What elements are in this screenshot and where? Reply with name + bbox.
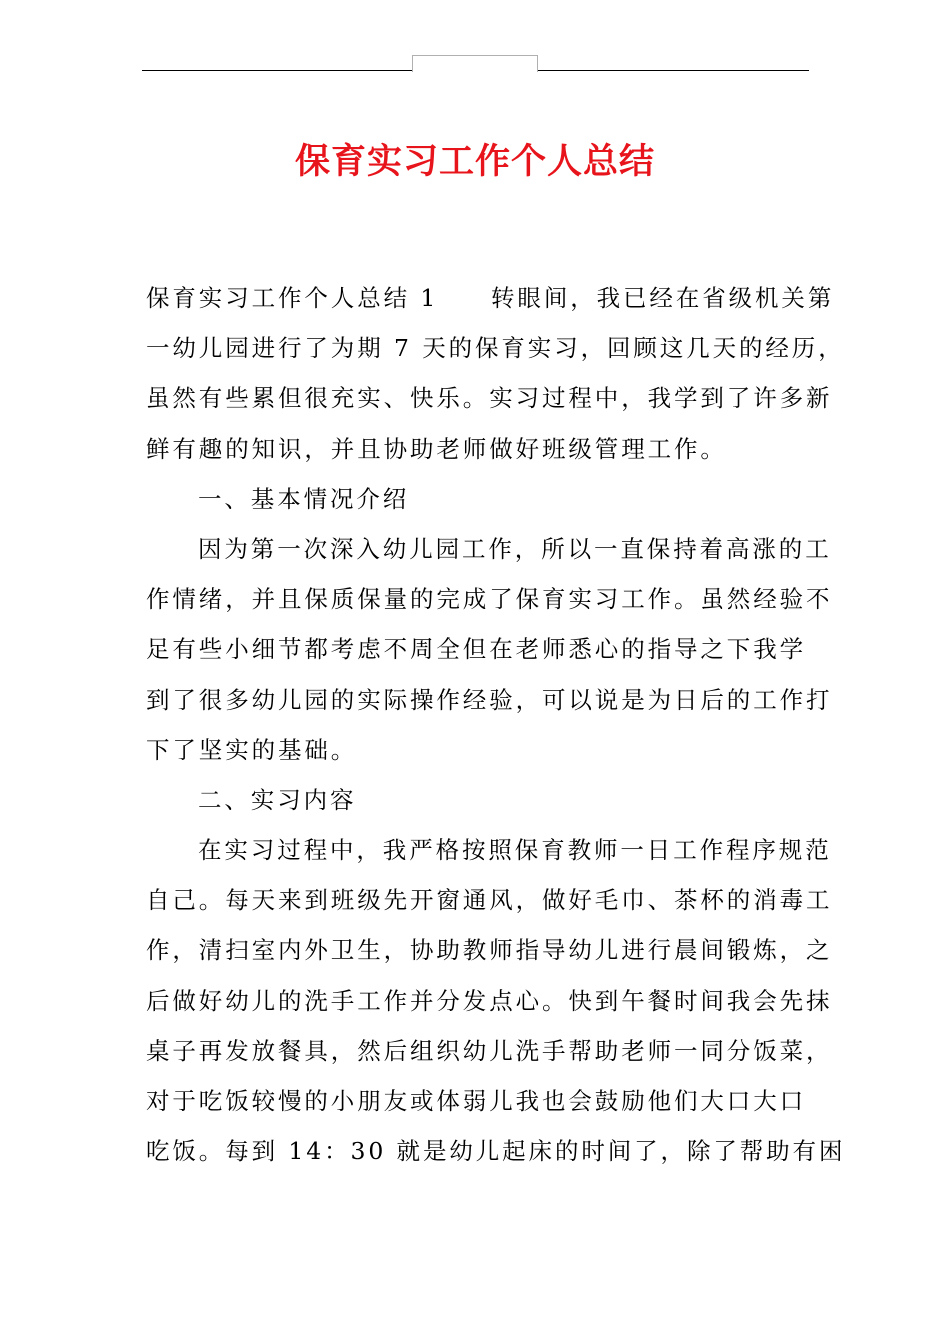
body-line: 鲜有趣的知识，并且协助老师做好班级管理工作。 [146, 434, 727, 463]
body-line: 作情绪，并且保质保量的完成了保育实习工作。虽然经验不 [146, 585, 833, 614]
body-line: 吃饭。每到 14：30 就是幼儿起床的时间了，除了帮助有困 [146, 1137, 846, 1166]
document-title: 保育实习工作个人总结 [294, 141, 655, 182]
body-line: 对于吃饭较慢的小朋友或体弱儿我也会鼓励他们大口大口 [146, 1087, 806, 1115]
body-line: 在实习过程中，我严格按照保育教师一日工作程序规范 [198, 836, 832, 865]
header-tab [412, 55, 538, 72]
body-line: 保育实习工作个人总结 1 转眼间，我已经在省级机关第 [146, 284, 835, 312]
document-body [146, 276, 846, 1179]
body-line: 一幼儿园进行了为期 7 天的保育实习，回顾这几天的经历， [146, 334, 845, 363]
body-line: 到了很多幼儿园的实际操作经验，可以说是为日后的工作打 [146, 685, 833, 714]
body-line: 后做好幼儿的洗手工作并分发点心。快到午餐时间我会先抹 [146, 986, 833, 1015]
body-line: 虽然有些累但很充实、快乐。实习过程中，我学到了许多新 [146, 384, 833, 413]
body-line: 因为第一次深入幼儿园工作，所以一直保持着高涨的工 [198, 534, 832, 563]
body-line: 足有些小细节都考虑不周全但在老师悉心的指导之下我学 [146, 635, 806, 664]
body-line: 桌子再发放餐具，然后组织幼儿洗手帮助老师一同分饭菜， [146, 1036, 833, 1065]
body-line: 下了坚实的基础。 [146, 735, 358, 764]
body-line: 作，清扫室内外卫生，协助教师指导幼儿进行晨间锻炼，之 [146, 936, 833, 965]
section-heading-basic-info: 一、基本情况介绍 [198, 484, 410, 513]
body-line: 自己。每天来到班级先开窗通风，做好毛巾、茶杯的消毒工 [146, 886, 833, 915]
section-heading-internship-content: 二、实习内容 [198, 785, 357, 814]
